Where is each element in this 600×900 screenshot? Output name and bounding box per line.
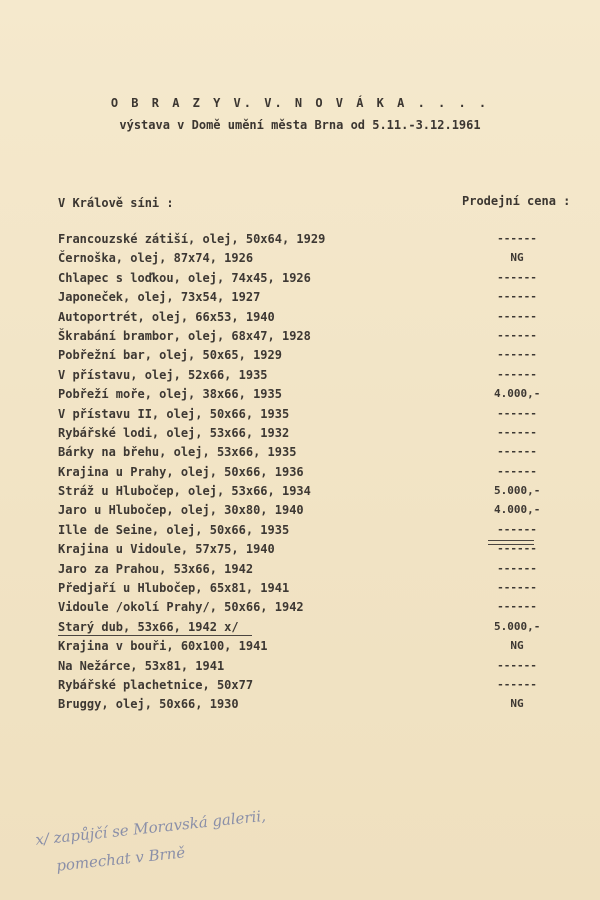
artwork-price: ------ (497, 328, 537, 342)
artwork-price: ------ (497, 309, 537, 323)
list-item (0, 542, 600, 561)
list-item (0, 368, 600, 387)
list-item (0, 407, 600, 426)
entry-underline (58, 635, 252, 636)
list-item (0, 348, 600, 367)
artwork-price: ------ (497, 561, 537, 575)
artwork-price: ------ (497, 600, 537, 614)
artwork-entry: Starý dub, 53x66, 1942 x/ (58, 619, 239, 634)
list-item (0, 503, 600, 522)
document-subtitle: výstava v Domě umění města Brna od 5.11.-3.12.1961 (119, 118, 481, 132)
artwork-entry: Krajina u Vidoule, 57x75, 1940 (58, 542, 275, 557)
artwork-price: ------ (497, 406, 537, 420)
artwork-entry: Pobřežní bar, olej, 50x65, 1929 (58, 348, 282, 363)
list-item (0, 445, 600, 464)
price-column-heading: Prodejní cena : (462, 194, 571, 208)
artwork-entry: Autoportrét, olej, 66x53, 1940 (58, 309, 275, 324)
artwork-price: 5.000,- (494, 484, 541, 498)
artwork-entry: V přístavu, olej, 52x66, 1935 (58, 367, 268, 382)
section-heading: V Králově síni : (58, 196, 174, 210)
list-item (0, 678, 600, 697)
artwork-entry: Rybářské plachetnice, 50x77 (58, 677, 254, 692)
artwork-entry: Škrabání brambor, olej, 68x47, 1928 (58, 328, 311, 343)
artwork-price: 5.000,- (494, 619, 541, 633)
artwork-entry: Jaro za Prahou, 53x66, 1942 (58, 561, 254, 576)
artwork-price: ------ (497, 522, 537, 536)
artwork-price: ------ (497, 542, 537, 556)
footnote-line-2: pomechat v Brně (55, 843, 187, 875)
list-item (0, 484, 600, 503)
list-item (0, 426, 600, 445)
artwork-price: ------ (497, 367, 537, 381)
list-item (0, 232, 600, 251)
artwork-entry: Stráž u Hlubočep, olej, 53x66, 1934 (58, 484, 311, 499)
list-item (0, 581, 600, 600)
artwork-entry: Krajina u Prahy, olej, 50x66, 1936 (58, 464, 304, 479)
artwork-price: ------ (497, 658, 537, 672)
artwork-entry: Jaro u Hlubočep, olej, 30x80, 1940 (58, 503, 304, 518)
list-item (0, 639, 600, 658)
artwork-price: ------ (497, 445, 537, 459)
artwork-entry: Krajina v bouři, 60x100, 1941 (58, 639, 268, 654)
list-item (0, 387, 600, 406)
list-item (0, 310, 600, 329)
list-item (0, 600, 600, 619)
artwork-price: ------ (497, 348, 537, 362)
footnote-line-1: x/ zapůjčí se Moravská galerii, (34, 806, 267, 849)
list-item (0, 562, 600, 581)
artwork-list (0, 232, 600, 717)
artwork-entry: Bruggy, olej, 50x66, 1930 (58, 697, 239, 712)
artwork-price: ------ (497, 232, 537, 245)
artwork-price: ------ (497, 290, 537, 304)
list-item (0, 523, 600, 542)
artwork-price: NG (510, 639, 524, 653)
list-item (0, 251, 600, 270)
artwork-price: ------ (497, 270, 537, 284)
artwork-entry: Bárky na břehu, olej, 53x66, 1935 (58, 445, 297, 460)
artwork-price: NG (510, 697, 524, 711)
artwork-price: ------ (497, 464, 537, 478)
list-item (0, 697, 600, 716)
artwork-entry: Vidoule /okolí Prahy/, 50x66, 1942 (58, 600, 304, 615)
artwork-entry: Chlapec s loďkou, olej, 74x45, 1926 (58, 270, 311, 285)
list-item (0, 290, 600, 309)
artwork-entry: V přístavu II, olej, 50x66, 1935 (58, 406, 290, 421)
artwork-entry: Francouzské zátiší, olej, 50x64, 1929 (58, 232, 326, 246)
artwork-entry: Pobřeží moře, olej, 38x66, 1935 (58, 387, 282, 402)
artwork-entry: Černoška, olej, 87x74, 1926 (58, 251, 254, 266)
list-item (0, 465, 600, 484)
list-item (0, 620, 600, 639)
artwork-entry: Ille de Seine, olej, 50x66, 1935 (58, 522, 290, 537)
list-item (0, 271, 600, 290)
artwork-price: ------ (497, 677, 537, 691)
artwork-price: 4.000,- (494, 503, 541, 517)
list-item (0, 659, 600, 678)
artwork-entry: Japoneček, olej, 73x54, 1927 (58, 290, 261, 305)
artwork-price: NG (510, 251, 524, 265)
artwork-entry: Rybářské lodi, olej, 53x66, 1932 (58, 425, 290, 440)
artwork-entry: Předjaří u Hlubočep, 65x81, 1941 (58, 581, 290, 596)
artwork-entry: Na Nežárce, 53x81, 1941 (58, 658, 225, 673)
artwork-price: ------ (497, 581, 537, 595)
artwork-price: 4.000,- (494, 387, 541, 401)
handwritten-footnote (34, 802, 270, 882)
list-item (0, 329, 600, 348)
document-title: O B R A Z Y V. V. N O V Á K A . . . . (110, 96, 490, 110)
artwork-price: ------ (497, 425, 537, 439)
